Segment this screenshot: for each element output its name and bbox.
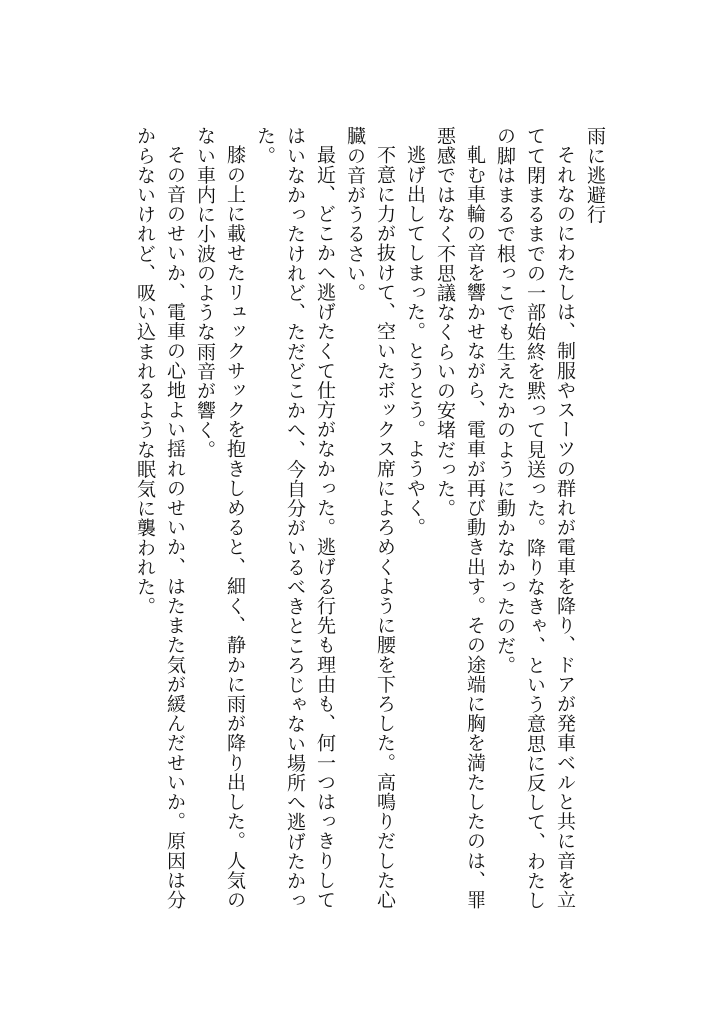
paragraph-2: 軋む車輪の音を響かせながら、電車が再び動き出す。その途端に胸を満たしたのは、罪悪感ではなく不思議なくらいの安堵だった。 (434, 126, 486, 910)
paragraph-6: 膝の上に載せたリュックサックを抱きしめると、細く、静かに雨が降り出した。人気のない車内に小波のような雨音が響く。 (194, 126, 246, 910)
story-title: 雨に逃避行 (584, 126, 606, 224)
vertical-text-body (134, 126, 610, 916)
paragraph-3: 逃げ出してしまった。とうとう。ようやく。 (404, 145, 426, 537)
paragraph-1: それなのにわたしは、制服やスーツの群れが電車を降り、ドアが発車ベルと共に音を立てて閉まるまでの一部始終を黙って見送った。降りなきゃ、という意思に反して、わたしの脚はまるで根っこでも生えたかのように動かなかったのだ。 (494, 126, 576, 910)
paragraph-5: 最近、どこかへ逃げたくて仕方がなかった。逃げる行先も理由も、何一つはっきりしてはいなかったけれど、ただどこかへ、今自分がいるべきところじゃない場所へ逃げたかった。 (254, 126, 336, 910)
paragraph-4: 不意に力が抜けて、空いたボックス席によろめくように腰を下ろした。高鳴りだした心臓の音がうるさい。 (344, 126, 396, 910)
paragraph-7: その音のせいか、電車の心地よい揺れのせいか、はたまた気が緩んだせいか。原因は分からないけれど、吸い込まれるような眠気に襲われた。 (134, 126, 186, 910)
